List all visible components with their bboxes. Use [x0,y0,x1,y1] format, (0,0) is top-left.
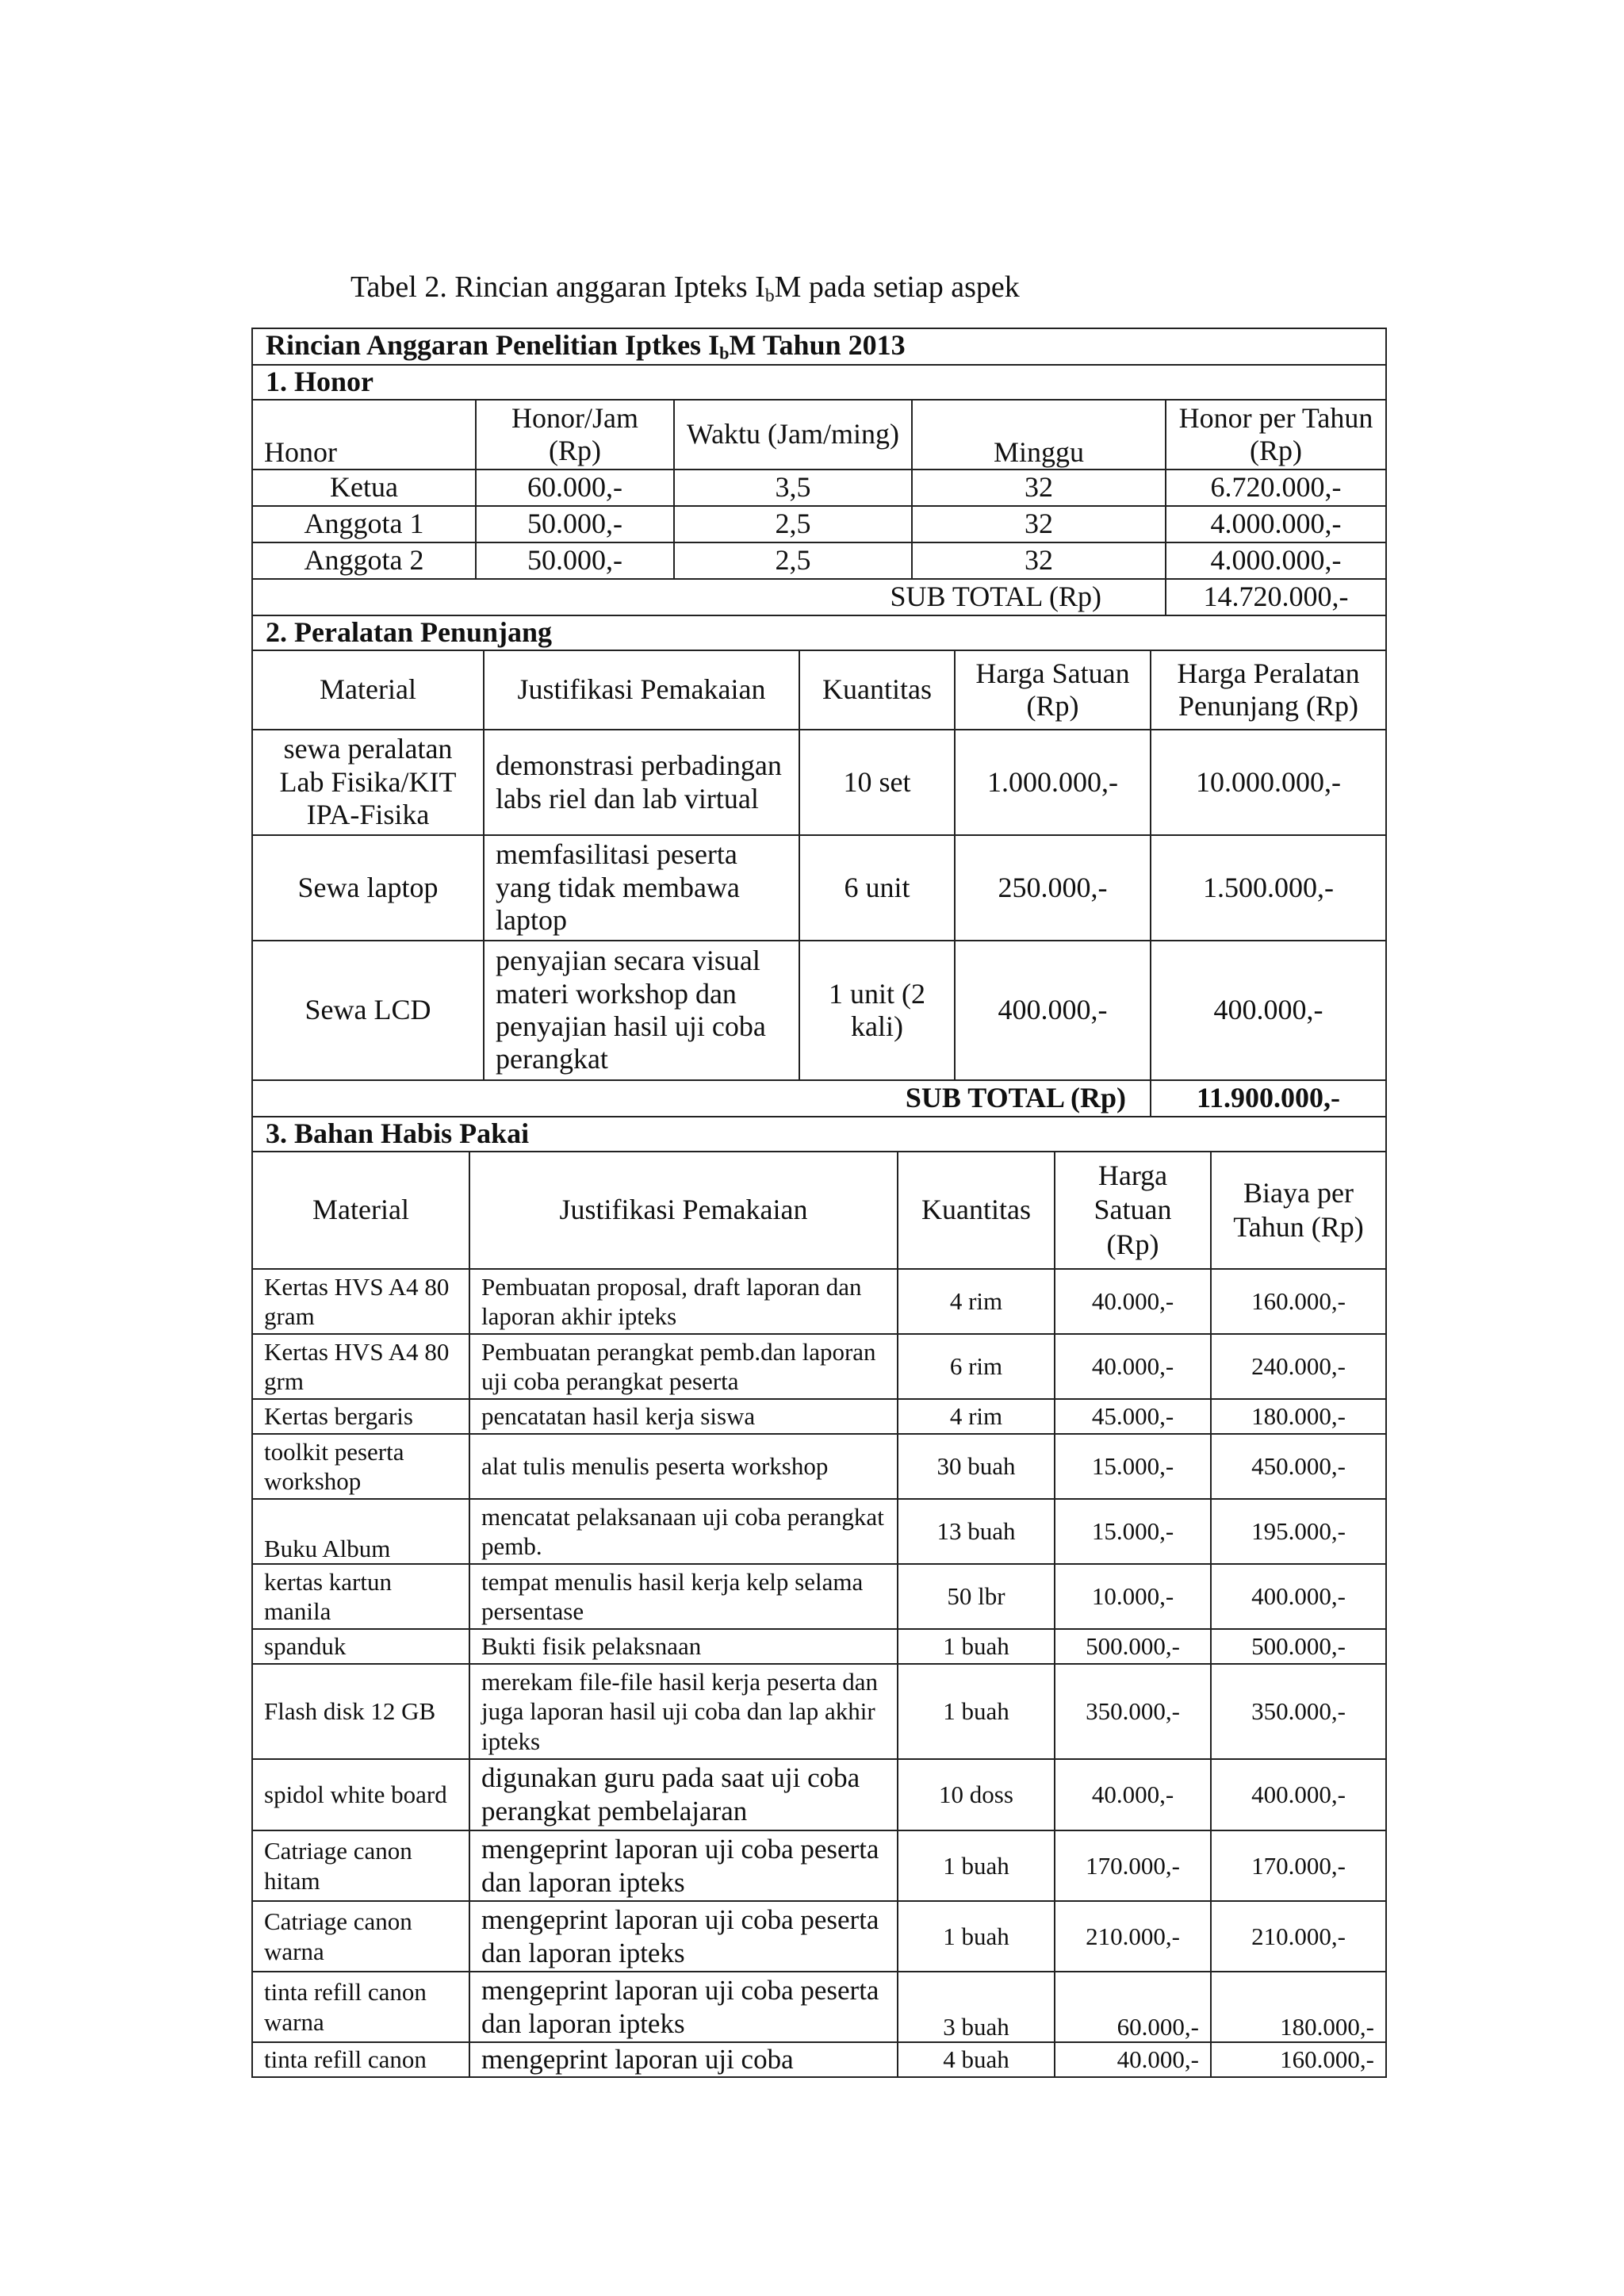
peralatan-cell: memfasilitasi peserta yang tidak membawa laptop [484,835,799,941]
table-row [252,542,1386,579]
bahan-cell: 160.000,- [1211,2042,1386,2077]
bahan-cell: Bukti fisik pelaksnaan [469,1629,898,1664]
bahan-cell: 45.000,- [1055,1399,1211,1434]
honor-cell: 4.000.000,- [1166,542,1386,579]
honor-header-annual: Honor per Tahun (Rp) [1166,400,1386,470]
bahan-cell: tempat menulis hasil kerja kelp selama persentase [469,1564,898,1629]
bahan-cell: 10 doss [898,1759,1055,1830]
table-row [252,835,1386,941]
honor-cell: 6.720.000,- [1166,470,1386,506]
peralatan-cell: 10.000.000,- [1151,730,1386,835]
bahan-cell: 15.000,- [1055,1499,1211,1564]
peralatan-cell: 250.000,- [955,835,1151,941]
peralatan-cell: 400.000,- [1151,941,1386,1080]
bahan-cell: spanduk [252,1629,469,1664]
honor-subtotal-row [252,579,1386,615]
peralatan-header-material: Material [252,650,484,730]
honor-subtotal-label: SUB TOTAL (Rp) [252,579,1166,615]
peralatan-cell: Sewa LCD [252,941,484,1080]
table-row [252,1830,1386,1901]
peralatan-header-justification: Justifikasi Pemakaian [484,650,799,730]
honor-cell: Anggota 1 [252,506,476,542]
peralatan-cell: 1.000.000,- [955,730,1151,835]
bahan-cell: 210.000,- [1211,1901,1386,1972]
peralatan-header-unit-price: Harga Satuan (Rp) [955,650,1151,730]
bahan-cell: 500.000,- [1055,1629,1211,1664]
bahan-cell: alat tulis menulis peserta workshop [469,1434,898,1499]
bahan-cell: 4 rim [898,1269,1055,1334]
bahan-cell: Buku Album [252,1499,469,1564]
bahan-cell: 15.000,- [1055,1434,1211,1499]
peralatan-cell: 10 set [799,730,955,835]
bahan-cell: 10.000,- [1055,1564,1211,1629]
bahan-cell: 1 buah [898,1629,1055,1664]
bahan-cell: Pembuatan perangkat pemb.dan laporan uji coba perangkat peserta [469,1334,898,1399]
honor-cell: Ketua [252,470,476,506]
table-row [252,1399,1386,1434]
bahan-cell: Catriage canon warna [252,1901,469,1972]
title-subscript: b [719,343,730,363]
bahan-table [251,1151,1387,2078]
peralatan-cell: penyajian secara visual materi workshop dan penyajian hasil uji coba perangkat [484,941,799,1080]
table-row [252,941,1386,1080]
section-honor-title: 1. Honor [252,365,1386,400]
honor-header-honor: Honor [252,400,476,470]
bahan-header-justification: Justifikasi Pemakaian [469,1152,898,1269]
honor-header-rate: Honor/Jam (Rp) [476,400,674,470]
bahan-cell: 60.000,- [1055,1972,1211,2042]
bahan-cell: 3 buah [898,1972,1055,2042]
bahan-header-quantity: Kuantitas [898,1152,1055,1269]
bahan-cell: 180.000,- [1211,1399,1386,1434]
bahan-cell: mengeprint laporan uji coba peserta dan laporan ipteks [469,1901,898,1972]
peralatan-header-total: Harga Peralatan Penunjang (Rp) [1151,650,1386,730]
bahan-cell: 1 buah [898,1901,1055,1972]
bahan-cell: 210.000,- [1055,1901,1211,1972]
honor-subtotal-value: 14.720.000,- [1166,579,1386,615]
bahan-cell: mengeprint laporan uji coba [469,2042,898,2077]
peralatan-cell: Sewa laptop [252,835,484,941]
bahan-cell: spidol white board [252,1759,469,1830]
peralatan-subtotal-label: SUB TOTAL (Rp) [252,1080,1151,1117]
bahan-header-annual-cost: Biaya per Tahun (Rp) [1211,1152,1386,1269]
caption-text-tail: M pada setiap aspek [774,270,1020,304]
bahan-cell: Flash disk 12 GB [252,1664,469,1759]
table-row [252,1269,1386,1334]
honor-cell: 50.000,- [476,506,674,542]
bahan-cell: 170.000,- [1055,1830,1211,1901]
bahan-cell: 195.000,- [1211,1499,1386,1564]
caption-subscript: b [764,285,775,306]
table-row [252,1334,1386,1399]
bahan-cell: 350.000,- [1211,1664,1386,1759]
bahan-cell: tinta refill canon [252,2042,469,2077]
bahan-cell: 40.000,- [1055,2042,1211,2077]
bahan-cell: 1 buah [898,1664,1055,1759]
table-caption [350,270,1020,307]
section-peralatan-title: 2. Peralatan Penunjang [252,615,1386,650]
table-row [252,1901,1386,1972]
table-row [252,1759,1386,1830]
table-row [252,730,1386,835]
bahan-cell: 350.000,- [1055,1664,1211,1759]
bahan-cell: 450.000,- [1211,1434,1386,1499]
bahan-cell: 6 rim [898,1334,1055,1399]
bahan-cell: 1 buah [898,1830,1055,1901]
honor-cell: 32 [912,470,1166,506]
honor-cell: 32 [912,542,1166,579]
peralatan-cell: 6 unit [799,835,955,941]
bahan-cell: 500.000,- [1211,1629,1386,1664]
bahan-cell: 40.000,- [1055,1759,1211,1830]
bahan-cell: pencatatan hasil kerja siswa [469,1399,898,1434]
peralatan-subtotal-row [252,1080,1386,1117]
bahan-cell: 180.000,- [1211,1972,1386,2042]
table-row [252,1629,1386,1664]
section-bahan-title: 3. Bahan Habis Pakai [252,1117,1386,1152]
peralatan-cell: 1 unit (2 kali) [799,941,955,1080]
bahan-cell: 240.000,- [1211,1334,1386,1399]
honor-header-time: Waktu (Jam/ming) [674,400,912,470]
bahan-cell: 40.000,- [1055,1269,1211,1334]
honor-cell: 50.000,- [476,542,674,579]
bahan-cell: 30 buah [898,1434,1055,1499]
table-row [252,1434,1386,1499]
bahan-cell: 4 buah [898,2042,1055,2077]
bahan-cell: Kertas HVS A4 80 grm [252,1334,469,1399]
bahan-cell: 40.000,- [1055,1334,1211,1399]
table-row [252,1972,1386,2042]
bahan-cell: Kertas bergaris [252,1399,469,1434]
peralatan-header-quantity: Kuantitas [799,650,955,730]
honor-cell: 4.000.000,- [1166,506,1386,542]
peralatan-cell: 1.500.000,- [1151,835,1386,941]
bahan-cell: mengeprint laporan uji coba peserta dan laporan ipteks [469,1830,898,1901]
table-row [252,2042,1386,2077]
table-row [252,470,1386,506]
peralatan-table [251,650,1387,1152]
honor-cell: Anggota 2 [252,542,476,579]
title-text: Rincian Anggaran Penelitian Iptkes I [266,329,720,362]
table-title [252,328,1386,365]
table-row [252,1664,1386,1759]
honor-cell: 2,5 [674,542,912,579]
bahan-cell: mencatat pelaksanaan uji coba perangkat pemb. [469,1499,898,1564]
peralatan-cell: sewa peralatan Lab Fisika/KIT IPA-Fisika [252,730,484,835]
bahan-cell: Pembuatan proposal, draft laporan dan laporan akhir ipteks [469,1269,898,1334]
bahan-cell: 4 rim [898,1399,1055,1434]
honor-cell: 2,5 [674,506,912,542]
peralatan-cell: demonstrasi perbadingan labs riel dan lab virtual [484,730,799,835]
peralatan-cell: 400.000,- [955,941,1151,1080]
honor-table [251,328,1387,651]
caption-text: Tabel 2. Rincian anggaran Ipteks I [350,270,765,304]
bahan-cell: Kertas HVS A4 80 gram [252,1269,469,1334]
bahan-cell: 400.000,- [1211,1564,1386,1629]
bahan-cell: merekam file-file hasil kerja peserta dan juga laporan hasil uji coba dan lap akhir ipteks [469,1664,898,1759]
bahan-cell: 13 buah [898,1499,1055,1564]
bahan-cell: tinta refill canon warna [252,1972,469,2042]
honor-cell: 32 [912,506,1166,542]
bahan-cell: 50 lbr [898,1564,1055,1629]
bahan-cell: digunakan guru pada saat uji coba perangkat pembelajaran [469,1759,898,1830]
bahan-cell: Catriage canon hitam [252,1830,469,1901]
bahan-header-unit-price: Harga Satuan (Rp) [1055,1152,1211,1269]
title-text-tail: M Tahun 2013 [729,329,906,362]
honor-cell: 3,5 [674,470,912,506]
bahan-header-material: Material [252,1152,469,1269]
table-row [252,506,1386,542]
bahan-cell: 400.000,- [1211,1759,1386,1830]
bahan-cell: mengeprint laporan uji coba peserta dan laporan ipteks [469,1972,898,2042]
honor-header-weeks: Minggu [912,400,1166,470]
table-row [252,1564,1386,1629]
bahan-cell: toolkit peserta workshop [252,1434,469,1499]
bahan-cell: 160.000,- [1211,1269,1386,1334]
bahan-cell: kertas kartun manila [252,1564,469,1629]
budget-sheet [251,328,1385,2078]
table-row [252,1499,1386,1564]
honor-cell: 60.000,- [476,470,674,506]
peralatan-subtotal-value: 11.900.000,- [1151,1080,1386,1117]
bahan-cell: 170.000,- [1211,1830,1386,1901]
